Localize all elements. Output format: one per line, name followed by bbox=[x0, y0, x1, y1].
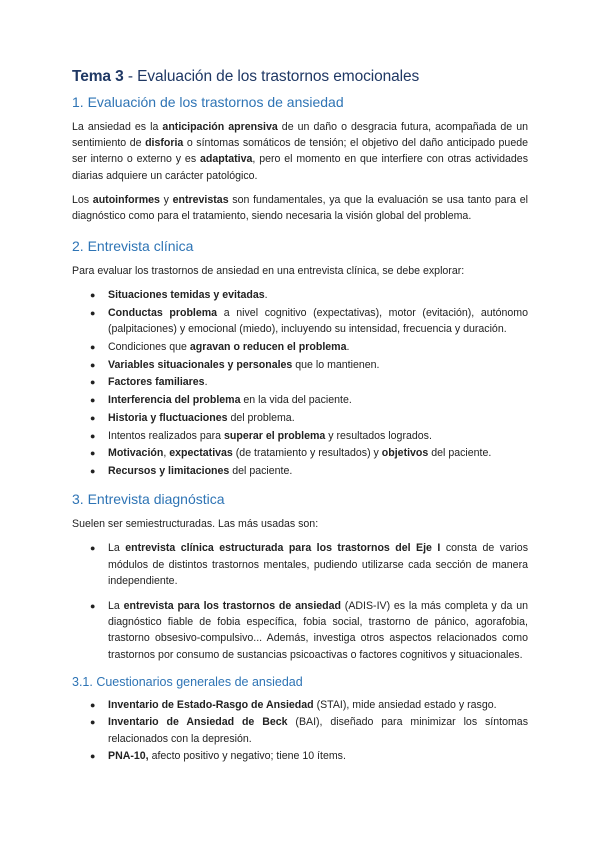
text-run: , bbox=[163, 447, 170, 460]
section-2-heading: 2. Entrevista clínica bbox=[72, 238, 194, 255]
list-item bbox=[72, 697, 528, 713]
text-run: de un daño o desgracia futura, acompañada de un sentimiento de bbox=[72, 121, 528, 150]
section-1-heading: 1. Evaluación de los trastornos de ansiedad bbox=[72, 94, 344, 110]
bold-run: expectativas bbox=[169, 447, 233, 460]
bullet-icon: ● bbox=[90, 699, 96, 710]
list-item bbox=[72, 445, 528, 461]
text-run: (ADIS-IV) es la más completa y da un diagnóstico fiable de fobia específica, fobia social, trastorno de pánico, agorafobia, trastorno obsesivo-compulsivo... Además, investiga otros aspectos relacionados como trastornos por consumo de sustancias psicoactivas o factores cognitivos y situacionales. bbox=[108, 599, 528, 661]
bold-run: Variables situacionales y personales bbox=[108, 358, 293, 371]
text-run: . bbox=[264, 289, 268, 302]
text-run: . bbox=[346, 341, 350, 354]
list-item bbox=[72, 392, 528, 408]
title-rest: - Evaluación de los trastornos emocionales bbox=[123, 68, 420, 85]
text-run: (BAI), diseñado para minimizar los síntomas relacionados con la depresión. bbox=[108, 716, 528, 745]
section-3-intro: Suelen ser semiestructuradas. Las más usadas son: bbox=[72, 518, 319, 531]
list-item bbox=[72, 598, 528, 663]
section-2-list bbox=[72, 287, 528, 479]
section-1-paragraph-2 bbox=[72, 192, 528, 224]
text-run: son fundamentales, ya que la evaluación se usa tanto para el diagnóstico como para el tratamiento, siendo necesaria la visión global del problema. bbox=[72, 193, 528, 223]
bold-run: entrevista para los trastornos de ansiedad bbox=[123, 599, 341, 612]
bold-run: autoinformes bbox=[92, 193, 160, 206]
bold-run: objetivos bbox=[381, 447, 429, 460]
bullet-icon: ● bbox=[90, 430, 96, 441]
bold-run: Inventario de Ansiedad de Beck bbox=[108, 716, 288, 729]
list-item bbox=[72, 540, 528, 589]
bullet-icon: ● bbox=[90, 308, 96, 319]
text-run: . bbox=[204, 376, 208, 389]
bullet-icon: ● bbox=[90, 448, 96, 459]
text-run: en la vida del paciente. bbox=[240, 394, 352, 407]
bullet-icon: ● bbox=[90, 465, 96, 476]
text-run: La ansiedad es la bbox=[72, 121, 163, 133]
text-run: afecto positivo y negativo; tiene 10 ítems. bbox=[148, 750, 346, 763]
text-run: consta de varios módulos de distintos trastornos mentales, pudiendo utilizarse cada sección de manera independiente. bbox=[108, 542, 528, 587]
text-run: del paciente. bbox=[229, 464, 293, 477]
bold-run: Conductas problema bbox=[108, 307, 218, 320]
text-run: o síntomas somáticos de tensión; el objetivo del daño anticipado puede ser interno o externo y es bbox=[72, 137, 528, 166]
list-item bbox=[72, 339, 528, 355]
bullet-icon: ● bbox=[90, 412, 96, 423]
text-run: del paciente. bbox=[428, 447, 492, 460]
list-item bbox=[72, 463, 528, 479]
list-item bbox=[72, 357, 528, 373]
text-run: La bbox=[108, 542, 126, 555]
list-item bbox=[72, 305, 528, 337]
bullet-icon: ● bbox=[90, 600, 96, 611]
bullet-icon: ● bbox=[90, 751, 96, 762]
bold-run: Factores familiares bbox=[108, 376, 205, 389]
text-run: Los bbox=[72, 193, 93, 206]
section-2-intro: Para evaluar los trastornos de ansiedad en una entrevista clínica, se debe explorar: bbox=[72, 265, 465, 278]
list-item bbox=[72, 428, 528, 444]
section-3-list bbox=[72, 540, 528, 662]
bold-run: Historia y fluctuaciones bbox=[108, 411, 228, 424]
bold-run: disforia bbox=[145, 137, 184, 150]
text-run: Condiciones que bbox=[108, 341, 190, 354]
bullet-icon: ● bbox=[90, 359, 96, 370]
section-3-1-list bbox=[72, 697, 528, 765]
bold-run: entrevista clínica estructurada para los trastornos del Eje I bbox=[125, 542, 441, 555]
section-3-heading: 3. Entrevista diagnóstica bbox=[72, 491, 225, 508]
text-run: y bbox=[159, 193, 173, 206]
bullet-icon: ● bbox=[90, 395, 96, 406]
title-bold: Tema 3 bbox=[72, 68, 124, 85]
bullet-icon: ● bbox=[90, 377, 96, 388]
bold-run: Situaciones temidas y evitadas bbox=[108, 289, 265, 302]
bullet-icon: ● bbox=[90, 543, 96, 554]
bold-run: Recursos y limitaciones bbox=[108, 464, 230, 477]
text-run: (STAI), mide ansiedad estado y rasgo. bbox=[313, 698, 497, 711]
section-3-1-heading: 3.1. Cuestionarios generales de ansiedad bbox=[72, 674, 303, 689]
text-run: (de tratamiento y resultados) y bbox=[232, 447, 382, 460]
bold-run: superar el problema bbox=[224, 429, 326, 442]
bullet-icon: ● bbox=[90, 290, 96, 301]
bold-run: Motivación bbox=[108, 447, 164, 460]
text-run: del problema. bbox=[227, 411, 295, 424]
list-item bbox=[72, 374, 528, 390]
bold-run: Interferencia del problema bbox=[108, 394, 241, 407]
list-item bbox=[72, 410, 528, 426]
bold-run: agravan o reducen el problema bbox=[189, 341, 347, 354]
list-item bbox=[72, 287, 528, 303]
text-run: Intentos realizados para bbox=[108, 429, 225, 442]
text-run: y resultados logrados. bbox=[325, 429, 432, 442]
document-title bbox=[72, 68, 528, 86]
text-run: a nivel cognitivo (expectativas), motor (evitación), autónomo (palpitaciones) y emocional (miedo), incluyendo su intensidad, frecuencia y duración. bbox=[108, 307, 528, 336]
bold-run: Inventario de Estado-Rasgo de Ansiedad bbox=[108, 698, 314, 711]
bold-run: anticipación aprensiva bbox=[162, 121, 278, 133]
bold-run: entrevistas bbox=[172, 193, 229, 206]
list-item bbox=[72, 748, 528, 764]
bullet-icon: ● bbox=[90, 342, 96, 353]
bold-run: PNA-10, bbox=[108, 750, 149, 763]
list-item bbox=[72, 714, 528, 746]
text-run: que lo mantienen. bbox=[292, 358, 380, 371]
text-run: La bbox=[108, 599, 124, 612]
section-1-paragraph-1 bbox=[72, 119, 528, 184]
text-run: , pero el momento en que interfiere con otras actividades diarias adquiere un carácter patológico. bbox=[72, 153, 528, 182]
bullet-icon: ● bbox=[90, 717, 96, 728]
bold-run: adaptativa bbox=[199, 153, 253, 166]
